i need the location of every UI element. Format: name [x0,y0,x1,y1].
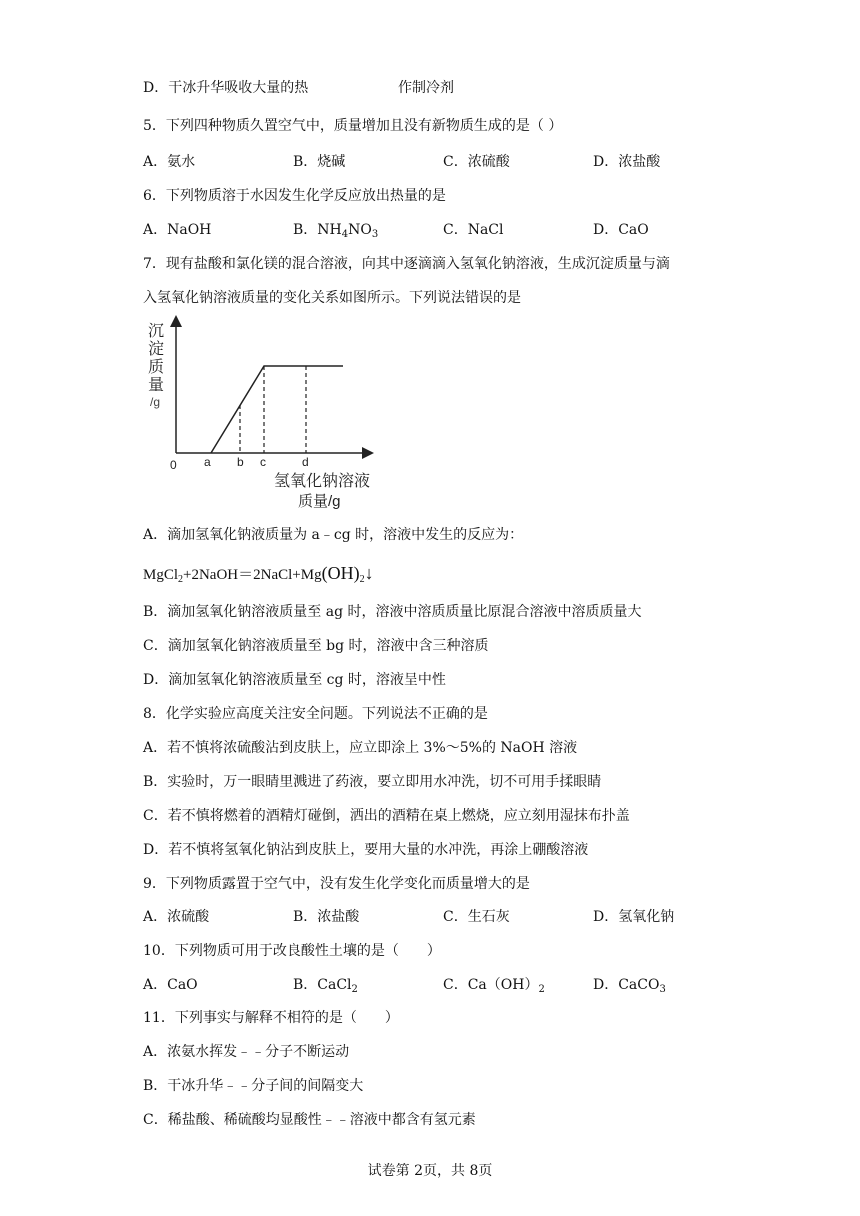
q10-stem: 10．下列物质可用于改良酸性土壤的是（ ） [143,943,441,959]
q4-option-d [143,78,308,98]
y-label-char-3: 质 [148,359,165,376]
q9-option-d: D．氢氧化钠 [593,909,675,925]
precipitate-curve [211,366,343,453]
q8-option-b: B．实验时，万一眼睛里溅进了药液，要立即用水冲洗，切不可用手揉眼睛 [143,774,602,790]
q6-option-c: C．NaCl [443,222,504,238]
page-footer: 试卷第 2页，共 8页 [367,1163,493,1179]
q10-option-a: A．CaO [143,977,198,993]
precipitate-graph [143,312,393,518]
q10-option-d: D．CaCO$_3$ [593,977,666,995]
q4-option-d-label: D．干冰升华吸收大量的热 [143,80,309,96]
q10-option-c: C．$Ca(OH)_2$ [443,977,545,995]
q6-option-a: A．NaOH [143,222,212,238]
q7-stem-line1: 7．现有盐酸和氯化镁的混合溶液，向其中逐滴滴入氢氧化钠溶液，生成沉淀质量与滴 [143,256,670,272]
q7-equation: $MgCl_2+2NaOH=2NaCl+Mg(OH)_2↓$ [143,563,374,585]
origin-label: 0 [170,458,177,472]
q6-stem: 6．下列物质溶于水因发生化学反应放出热量的是 [143,188,446,204]
q11-stem: 11．下列事实与解释不相符的是（ ） [143,1010,399,1026]
q9-stem: 9．下列物质露置于空气中，没有发生化学变化而质量增大的是 [143,876,530,892]
q10-option-b: B．CaCl$_2$ [293,977,358,995]
tick-b: b [237,455,244,469]
q5-option-c: C．浓硫酸 [443,154,510,170]
q8-stem: 8．化学实验应高度关注安全问题。下列说法不正确的是 [143,706,488,722]
q9-option-c: C．生石灰 [443,909,510,925]
q11-option-b: B．干冰升华﹣﹣分子间的间隔变大 [143,1078,364,1094]
tick-a: a [204,455,211,469]
tick-d: d [302,455,309,469]
q9-option-a: A．浓硫酸 [143,909,210,925]
q6-option-d: D．CaO [593,222,649,238]
y-label-char-2: 淀 [148,341,165,358]
q5-option-a: A．氨水 [143,154,196,170]
q7-option-a: A．滴加氢氧化钠液质量为 a﹣cg 时，溶液中发生的反应为： [143,527,524,543]
q11-option-c: C．稀盐酸、稀硫酸均显酸性﹣﹣溶液中都含有氢元素 [143,1112,476,1128]
q7-option-b: B．滴加氢氧化钠溶液质量至 ag 时，溶液中溶质质量比原混合溶液中溶质质量大 [143,604,642,620]
q5-option-b: B．烧碱 [293,154,346,170]
q11-option-a: A．浓氨水挥发﹣﹣分子不断运动 [143,1044,350,1060]
x-label-line1: 氢氧化钠溶液 [274,473,371,490]
q9-option-b: B．浓盐酸 [293,909,360,925]
y-unit: /g [150,395,161,409]
q5-option-d: D．浓盐酸 [593,154,661,170]
q8-option-c: C．若不慎将燃着的酒精灯碰倒，洒出的酒精在桌上燃烧，应立刻用湿抹布扑盖 [143,808,630,824]
q8-option-a: A．若不慎将浓硫酸沾到皮肤上，应立即涂上 3%～5%的 NaOH 溶液 [143,740,578,756]
q8-option-d: D．若不慎将氢氧化钠沾到皮肤上，要用大量的水冲洗，再涂上硼酸溶液 [143,842,589,858]
y-label-char-1: 沉 [148,323,165,340]
q7-stem-line2: 入氢氧化钠溶液质量的变化关系如图所示。下列说法错误的是 [143,290,521,306]
q7-option-c: C．滴加氢氧化钠溶液质量至 bg 时，溶液中含三种溶质 [143,638,489,654]
q7-option-d: D．滴加氢氧化钠溶液质量至 cg 时，溶液呈中性 [143,672,446,688]
q5-stem: 5．下列四种物质久置空气中，质量增加且没有新物质生成的是（ ） [143,118,563,134]
q4-option-d-use: 作制冷剂 [398,80,454,96]
q6-option-b: B．$NH_4NO_3$ [293,222,379,240]
x-label-line2: 质量/g [298,493,341,510]
y-label-char-4: 量 [148,377,165,394]
tick-c: c [260,455,266,469]
